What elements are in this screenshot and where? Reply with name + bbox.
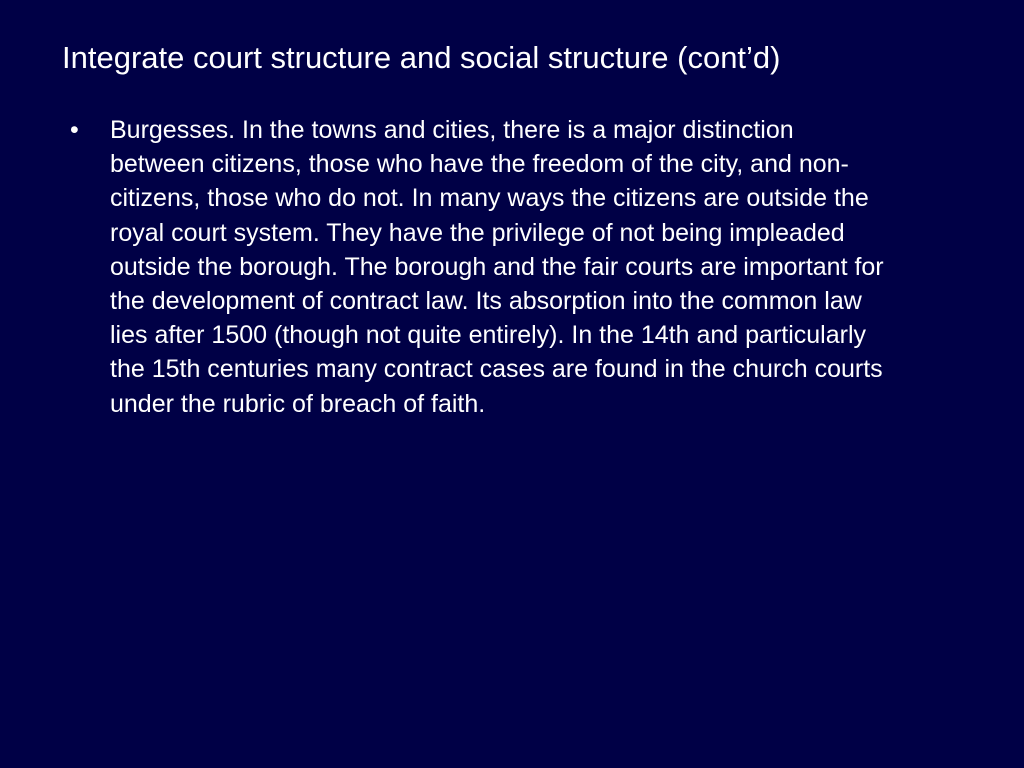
bullet-text — [110, 113, 1000, 421]
bullet-text-line: the 15th centuries many contract cases are found in the church courts — [110, 355, 883, 384]
bullet-list — [70, 113, 1000, 421]
bullet-text-line: between citizens, those who have the freedom of the city, and non- — [110, 150, 849, 179]
bullet-text-line: under the rubric of breach of faith. — [110, 389, 486, 418]
bullet-text-line: Burgesses. In the towns and cities, there is a major distinction — [110, 116, 794, 144]
bullet-item — [70, 113, 1000, 421]
bullet-text-line: lies after 1500 (though not quite entirely). In the 14th and particularly — [110, 321, 867, 350]
bullet-text-line: outside the borough. The borough and the fair courts are important for — [110, 252, 884, 281]
slide-title: Integrate court structure and social structure (cont’d) — [62, 40, 781, 75]
bullet-text-line: citizens, those who do not. In many ways the citizens are outside the — [110, 184, 869, 213]
bullet-text-line: the development of contract law. Its absorption into the common law — [110, 287, 862, 316]
bullet-marker: • — [70, 116, 79, 144]
bullet-text-line: royal court system. They have the privilege of not being impleaded — [110, 218, 845, 247]
